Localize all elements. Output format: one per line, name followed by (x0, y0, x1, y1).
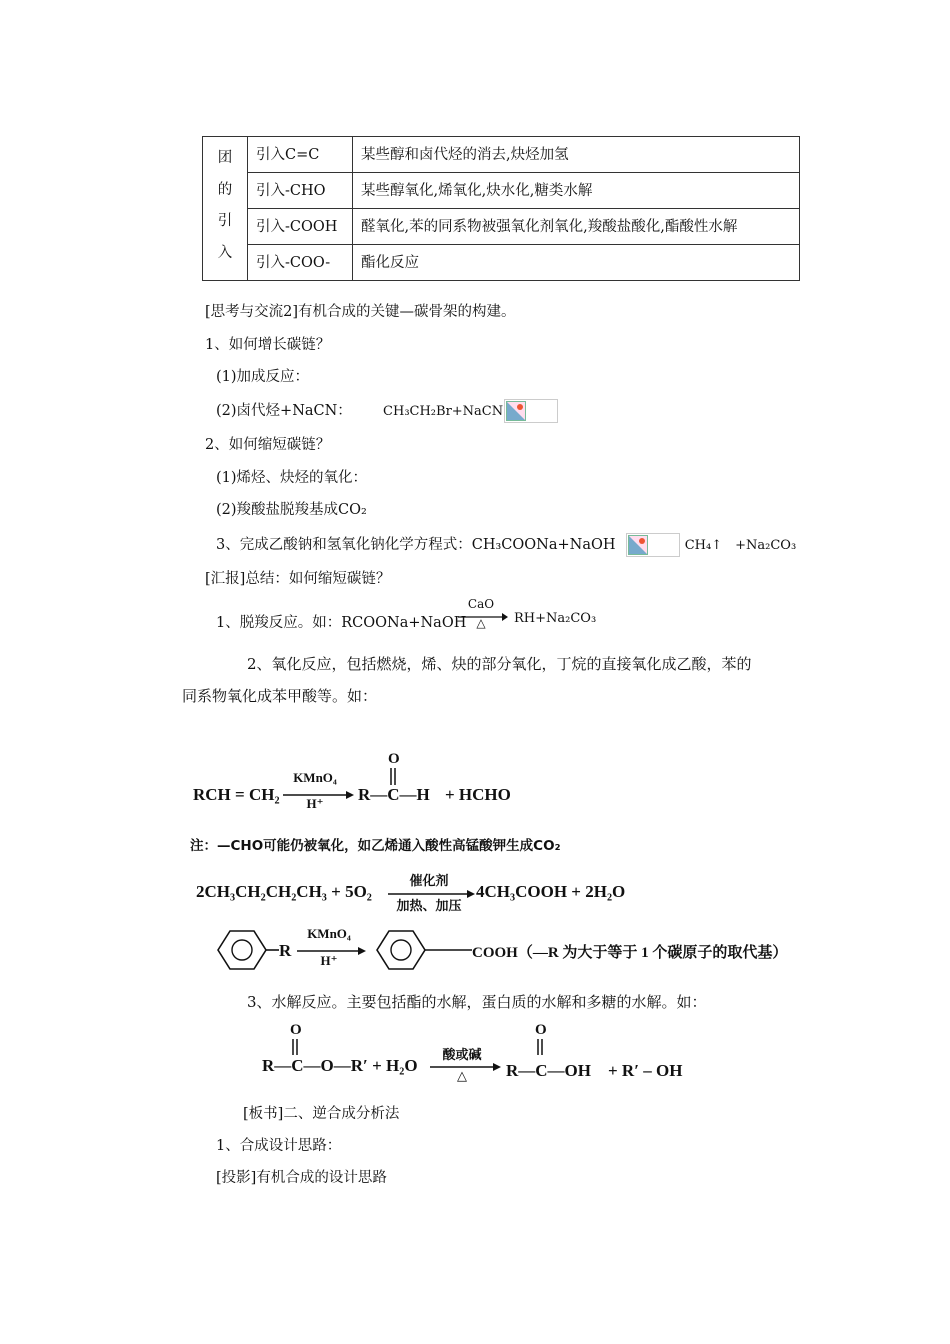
arrow-condition-top: KMnO₄ (307, 926, 351, 941)
board-retrosynthesis: [板书]二、逆合成分析法 (243, 1106, 400, 1122)
benzene-ring-icon (205, 928, 279, 972)
projection-title: [投影]有机合成的设计思路 (216, 1170, 387, 1186)
side-char: 的 (217, 181, 233, 198)
eq4-products: R—C—OH + R′ – OH (506, 1061, 683, 1080)
oxidation-line-2: 同系物氧化成苯甲酸等。如： (182, 687, 378, 705)
note-cho-oxidation: 注：—CHO可能仍被氧化，如乙烯通入酸性高锰酸钾生成CO₂ (190, 838, 561, 854)
eq4-oxygen: O (290, 1022, 302, 1038)
think-exchange-2: [思考与交流2]有机合成的关键—碳骨架的构建。 (205, 304, 516, 320)
table-value: 醛氧化,苯的同系物被强氧化剂氧化,羧酸盐酸化,酯酸性水解 (353, 209, 800, 245)
eq1-reactant: RCH = CH₂ (193, 785, 280, 804)
eq1-tail: + HCHO (445, 785, 511, 804)
broken-image-icon (626, 533, 680, 557)
eq3-substituent: R (279, 941, 292, 960)
arrow-condition-top: KMnO₄ (293, 770, 337, 785)
arrow-condition-bottom: 加热、加压 (396, 899, 462, 914)
side-char: 团 (217, 150, 233, 166)
question-3-text: 3、完成乙酸钠和氢氧化钠化学方程式：CH₃COONa+NaOH (216, 537, 616, 553)
eq4-arrow (430, 1044, 502, 1090)
arrow-condition-top: CaO (467, 597, 495, 611)
table-side-label (203, 137, 248, 281)
eq4-reactants: R—C—O—R′ + H₂O (262, 1056, 418, 1075)
question-1b (216, 399, 558, 423)
report-summary: [汇报]总结：如何缩短碳链？ (205, 571, 391, 587)
eq1-oxygen: O (388, 751, 400, 767)
question-1b-label: (2)卤代烃+NaCN： (216, 403, 352, 419)
benzene-ring-icon (372, 928, 472, 972)
table-value: 某些醇氧化,烯氧化,炔水化,糖类水解 (353, 173, 800, 209)
eq3-product: COOH（—R 为大于等于 1 个碳原子的取代基） (472, 945, 788, 961)
table-key: 引入C=C (248, 137, 353, 173)
arrow-condition-top: 催化剂 (409, 874, 449, 889)
arrow-condition-bottom: △ (476, 616, 486, 630)
decarboxylation-line: 1、脱羧反应。如：RCOONa+NaOH (216, 615, 467, 631)
question-1b-equation: CH₃CH₂Br+NaCN (383, 404, 504, 419)
double-bond-icon (389, 768, 397, 786)
eq1-arrow (283, 770, 355, 814)
table-key: 引入-CHO (248, 173, 353, 209)
eq3-arrow (297, 926, 367, 972)
table-value: 酯化反应 (353, 245, 800, 281)
double-bond-icon (291, 1039, 299, 1056)
table-key: 引入-COO- (248, 245, 353, 281)
question-2: 2、如何缩短碳链？ (205, 437, 331, 453)
question-1a: (1)加成反应： (216, 369, 310, 385)
eq2-products: 4CH₃COOH + 2H₂O (476, 882, 626, 901)
table-value: 某些醇和卤代烃的消去,炔烃加氢 (353, 137, 800, 173)
eq1-product: R—C—H (358, 785, 430, 804)
eq2-reactants: 2CH₃CH₂CH₂CH₃ + 5O₂ (196, 882, 372, 901)
hydrolysis-line: 3、水解反应。主要包括酯的水解，蛋白质的水解和多糖的水解。如： (247, 993, 707, 1011)
question-3 (216, 533, 796, 557)
broken-image-icon (504, 399, 558, 423)
design-idea: 1、合成设计思路： (216, 1138, 342, 1154)
decarboxylation-arrow (458, 597, 508, 633)
arrow-condition-bottom: H⁺ (306, 796, 324, 811)
group-intro-table (202, 136, 800, 281)
arrow-condition-bottom: △ (457, 1068, 467, 1083)
question-2a: (1)烯烃、炔烃的氧化： (216, 470, 368, 486)
arrow-condition-bottom: H⁺ (320, 953, 338, 968)
double-bond-icon (536, 1039, 544, 1056)
question-2b: (2)羧酸盐脱羧基成CO₂ (216, 502, 367, 518)
question-1: 1、如何增长碳链？ (205, 337, 331, 353)
eq2-arrow (388, 870, 476, 914)
question-3-products: CH₄↑ +Na₂CO₃ (684, 538, 797, 553)
side-char: 引 (217, 213, 233, 229)
arrow-condition-top: 酸或碱 (442, 1048, 482, 1063)
decarboxylation-products: RH+Na₂CO₃ (514, 611, 597, 626)
table-key: 引入-COOH (248, 209, 353, 245)
oxidation-line-1: 2、氧化反应，包括燃烧，烯、炔的部分氧化，丁烷的直接氧化成乙酸，苯的 (247, 655, 752, 673)
eq4-product-oxygen: O (535, 1022, 547, 1038)
side-char: 入 (217, 244, 233, 261)
